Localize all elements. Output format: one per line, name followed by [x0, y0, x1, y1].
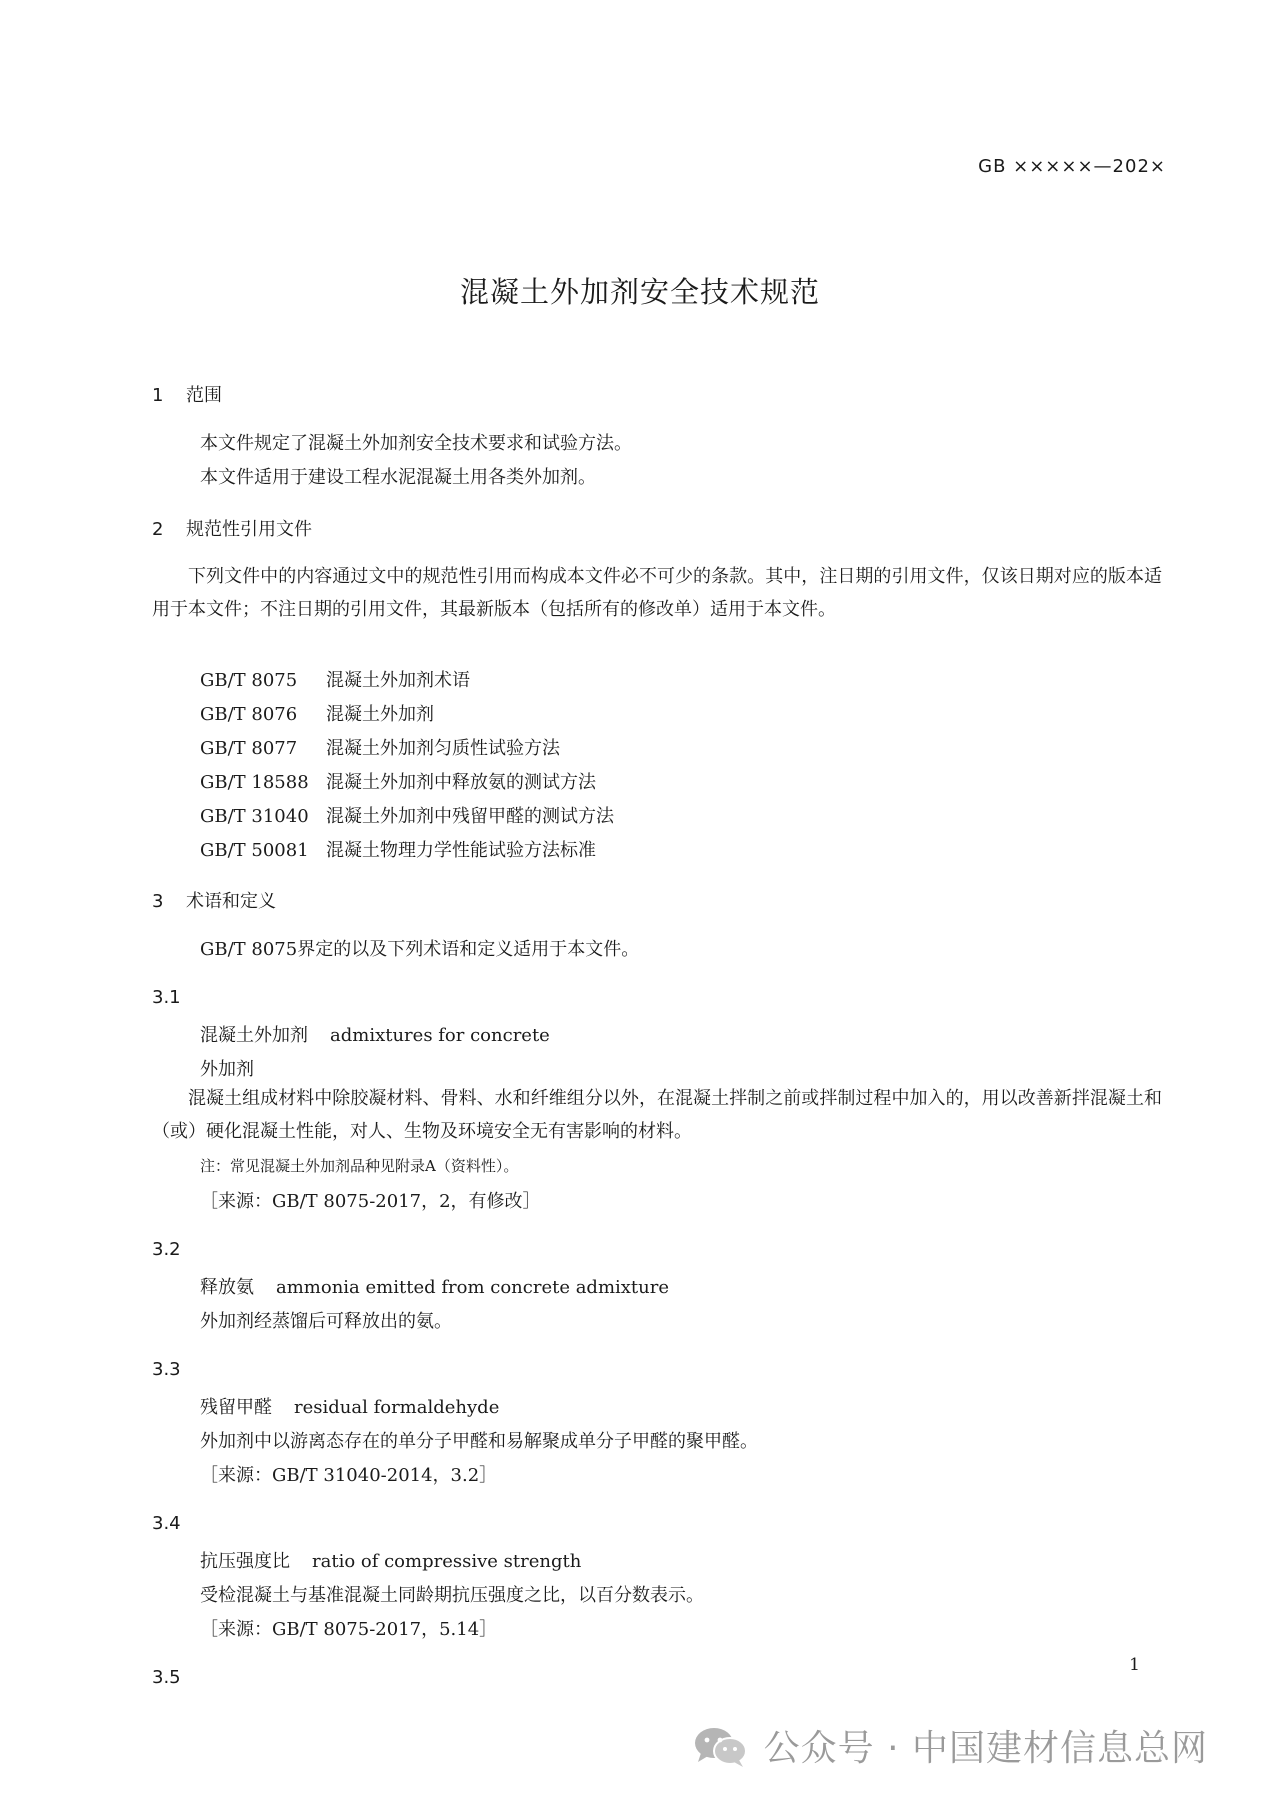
term-definition: 外加剂中以游离态存在的单分子甲醛和易解聚成单分子甲醛的聚甲醛。 [200, 1431, 758, 1452]
reference-item [200, 666, 470, 692]
term-number: 3.5 [152, 1667, 181, 1688]
term-definition: 混凝土组成材料中除胶凝材料、骨料、水和纤维组分以外，在混凝土拌制之前或拌制过程中加入的，用以改善新拌混凝土和（或）硬化混凝土性能，对人、生物及环境安全无有害影响的材料。 [152, 1088, 1162, 1142]
reference-code: GB/T 18588 [200, 772, 309, 793]
term-source: ［来源：GB/T 31040-2014，3.2］ [200, 1465, 498, 1486]
terms-intro: GB/T 8075界定的以及下列术语和定义适用于本文件。 [200, 939, 640, 960]
scope-paragraph-1: 本文件规定了混凝土外加剂安全技术要求和试验方法。 [200, 433, 632, 454]
term-zh: 残留甲醛 [200, 1397, 272, 1418]
scope-paragraph-2: 本文件适用于建设工程水泥混凝土用各类外加剂。 [200, 467, 596, 488]
term-heading [200, 1273, 669, 1299]
section-title: 规范性引用文件 [186, 519, 312, 540]
term-source: ［来源：GB/T 8075-2017，2，有修改］ [200, 1191, 541, 1212]
reference-item [200, 802, 614, 828]
term-en: residual formaldehyde [294, 1397, 500, 1418]
wechat-icon [692, 1724, 750, 1768]
section-number: 3 [152, 891, 164, 912]
reference-item [200, 836, 596, 862]
term-heading [200, 1021, 550, 1047]
term-alternative: 外加剂 [200, 1059, 254, 1080]
section-number: 2 [152, 519, 164, 540]
term-definition: 外加剂经蒸馏后可释放出的氨。 [200, 1311, 452, 1332]
section-2-heading [152, 515, 312, 541]
term-number: 3.2 [152, 1239, 181, 1260]
section-title: 术语和定义 [186, 891, 276, 912]
term-en: ammonia emitted from concrete admixture [276, 1277, 670, 1298]
reference-item [200, 700, 434, 726]
term-heading [200, 1547, 581, 1573]
term-zh: 混凝土外加剂 [200, 1025, 308, 1046]
term-number: 3.3 [152, 1359, 181, 1380]
section-1-heading [152, 381, 222, 407]
reference-name: 混凝土外加剂中释放氨的测试方法 [326, 772, 596, 793]
document-title: 混凝土外加剂安全技术规范 [459, 275, 820, 309]
term-zh: 释放氨 [200, 1277, 254, 1298]
page-number: 1 [1129, 1655, 1140, 1675]
reference-name: 混凝土外加剂术语 [326, 670, 470, 691]
term-note: 注：常见混凝土外加剂品种见附录A（资料性）。 [200, 1157, 519, 1175]
term-en: ratio of compressive strength [312, 1551, 582, 1572]
reference-name: 混凝土外加剂匀质性试验方法 [326, 738, 560, 759]
reference-code: GB/T 50081 [200, 840, 309, 861]
term-heading [200, 1393, 499, 1419]
watermark [692, 1720, 1208, 1771]
term-number: 3.1 [152, 987, 181, 1008]
reference-code: GB/T 8075 [200, 670, 298, 691]
reference-item [200, 734, 560, 760]
reference-code: GB/T 31040 [200, 806, 309, 827]
section-title: 范围 [186, 385, 222, 406]
standard-number: GB ×××××—202× [978, 156, 1166, 177]
section-number: 1 [152, 385, 164, 406]
section-3-heading [152, 887, 276, 913]
term-source: ［来源：GB/T 8075-2017，5.14］ [200, 1619, 498, 1640]
reference-item [200, 768, 596, 794]
reference-code: GB/T 8077 [200, 738, 298, 759]
term-zh: 抗压强度比 [200, 1551, 290, 1572]
reference-name: 混凝土外加剂 [326, 704, 434, 725]
watermark-text: 公众号 · 中国建材信息总网 [763, 1728, 1208, 1769]
reference-name: 混凝土物理力学性能试验方法标准 [326, 840, 596, 861]
term-definition: 受检混凝土与基准混凝土同龄期抗压强度之比，以百分数表示。 [200, 1585, 704, 1606]
reference-code: GB/T 8076 [200, 704, 298, 725]
term-number: 3.4 [152, 1513, 181, 1534]
normative-references-intro: 下列文件中的内容通过文中的规范性引用而构成本文件必不可少的条款。其中，注日期的引用文件，仅该日期对应的版本适用于本文件；不注日期的引用文件，其最新版本（包括所有的修改单）适用于本文件。 [152, 566, 1162, 620]
reference-name: 混凝土外加剂中残留甲醛的测试方法 [326, 806, 614, 827]
term-en: admixtures for concrete [330, 1025, 550, 1046]
